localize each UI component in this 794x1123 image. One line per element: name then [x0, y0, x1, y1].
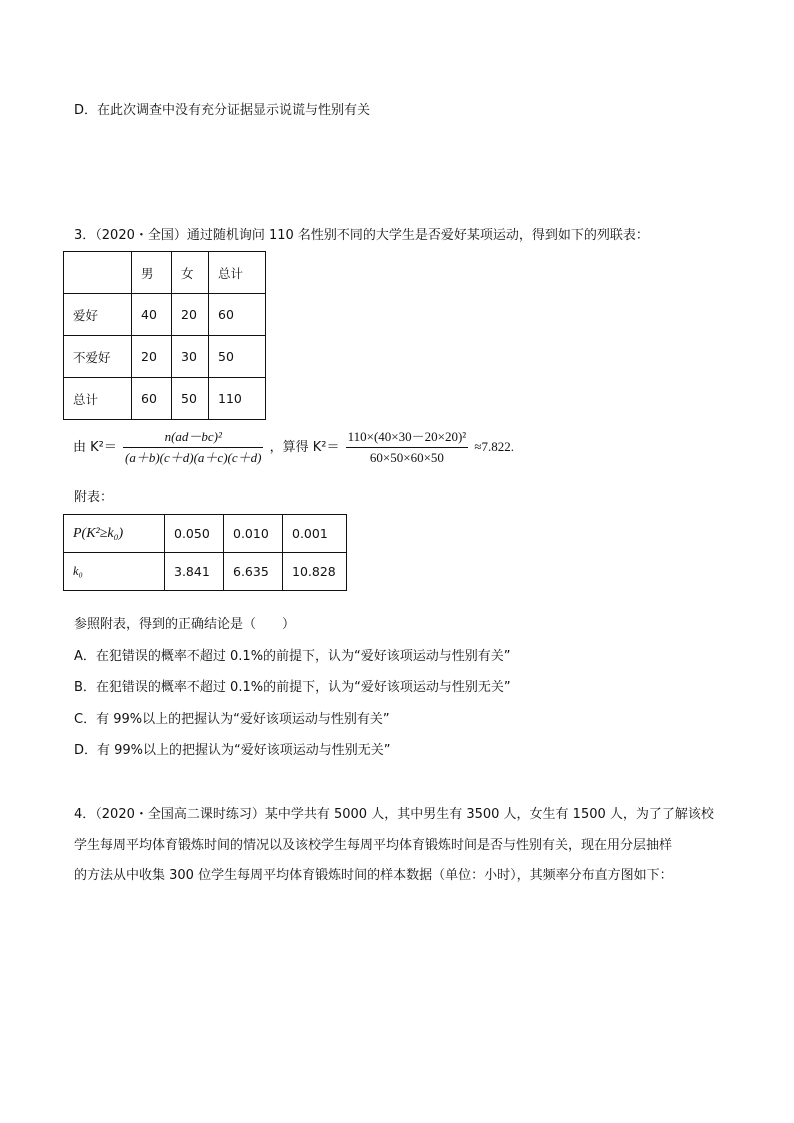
table-row	[64, 515, 347, 553]
q3-option-b: B．在犯错误的概率不超过 0.1%的前提下，认为“爱好该项运动与性别无关”	[74, 680, 511, 695]
table-cell: 30	[172, 336, 209, 378]
calc-fraction	[346, 429, 469, 466]
appendix-table	[63, 514, 347, 591]
formula-denominator: (a＋b)(c＋d)(a＋c)(c＋d)	[125, 450, 262, 465]
k2-formula	[73, 429, 514, 466]
formula-fraction	[123, 429, 263, 466]
q3-question: 参照附表，得到的正确结论是（ ）	[74, 617, 296, 632]
formula-suffix: ≈7.822.	[474, 439, 514, 454]
table-cell: 0.001	[283, 515, 347, 553]
appendix-label: 附表：	[74, 490, 114, 505]
table-cell	[64, 252, 132, 294]
calc-numerator: 110×(40×30－20×20)²	[346, 429, 469, 448]
table-row	[64, 294, 266, 336]
formula-prefix: 由 K²＝	[73, 440, 117, 455]
table-cell: 50	[172, 378, 209, 420]
table-cell: 3.841	[165, 553, 224, 591]
q4-line-3: 的方法从中收集 300 位学生每周平均体育锻炼时间的样本数据（单位：小时），其频率分布直方图如下：	[74, 868, 673, 883]
table-cell: P(K²≥k₀)	[64, 515, 165, 553]
table-row	[64, 378, 266, 420]
table-row	[64, 336, 266, 378]
table-cell: 0.010	[224, 515, 283, 553]
q4-line-1: 4．（2020・全国高二课时练习）某中学共有 5000 人，其中男生有 3500 人，女生有 1500 人，为了了解该校	[74, 807, 714, 822]
q2-option-d: D．在此次调查中没有充分证据显示说谎与性别有关	[74, 103, 371, 118]
table-cell: 40	[132, 294, 172, 336]
table-row	[64, 553, 347, 591]
q3-option-c: C．有 99%以上的把握认为“爱好该项运动与性别有关”	[74, 712, 390, 727]
q3-option-a: A．在犯错误的概率不超过 0.1%的前提下，认为“爱好该项运动与性别有关”	[74, 649, 511, 664]
table-cell: 总计	[209, 252, 266, 294]
table-cell: 0.050	[165, 515, 224, 553]
q4-line-2: 学生每周平均体育锻炼时间的情况以及该校学生每周平均体育锻炼时间是否与性别有关，现在用分层抽样	[74, 838, 673, 853]
table-cell: 60	[209, 294, 266, 336]
table-cell: 女	[172, 252, 209, 294]
formula-middle: ，算得 K²＝	[269, 440, 340, 455]
table-cell: 爱好	[64, 294, 132, 336]
table-cell: 总计	[64, 378, 132, 420]
table-cell: 110	[209, 378, 266, 420]
table-cell: 6.635	[224, 553, 283, 591]
table-cell: 男	[132, 252, 172, 294]
table-cell: 20	[172, 294, 209, 336]
table-cell: 10.828	[283, 553, 347, 591]
table-cell: 60	[132, 378, 172, 420]
table-cell: 不爱好	[64, 336, 132, 378]
table-cell: 20	[132, 336, 172, 378]
q3-stem: 3．（2020・全国）通过随机询问 110 名性别不同的大学生是否爱好某项运动，得到如下的列联表：	[74, 228, 649, 243]
q3-option-d: D．有 99%以上的把握认为“爱好该项运动与性别无关”	[74, 743, 391, 758]
table-cell: 50	[209, 336, 266, 378]
table-header-row	[64, 252, 266, 294]
calc-denominator: 60×50×60×50	[369, 450, 444, 465]
contingency-table	[63, 251, 266, 420]
table-cell: k₀	[64, 553, 165, 591]
formula-numerator: n(ad－bc)²	[123, 429, 263, 448]
